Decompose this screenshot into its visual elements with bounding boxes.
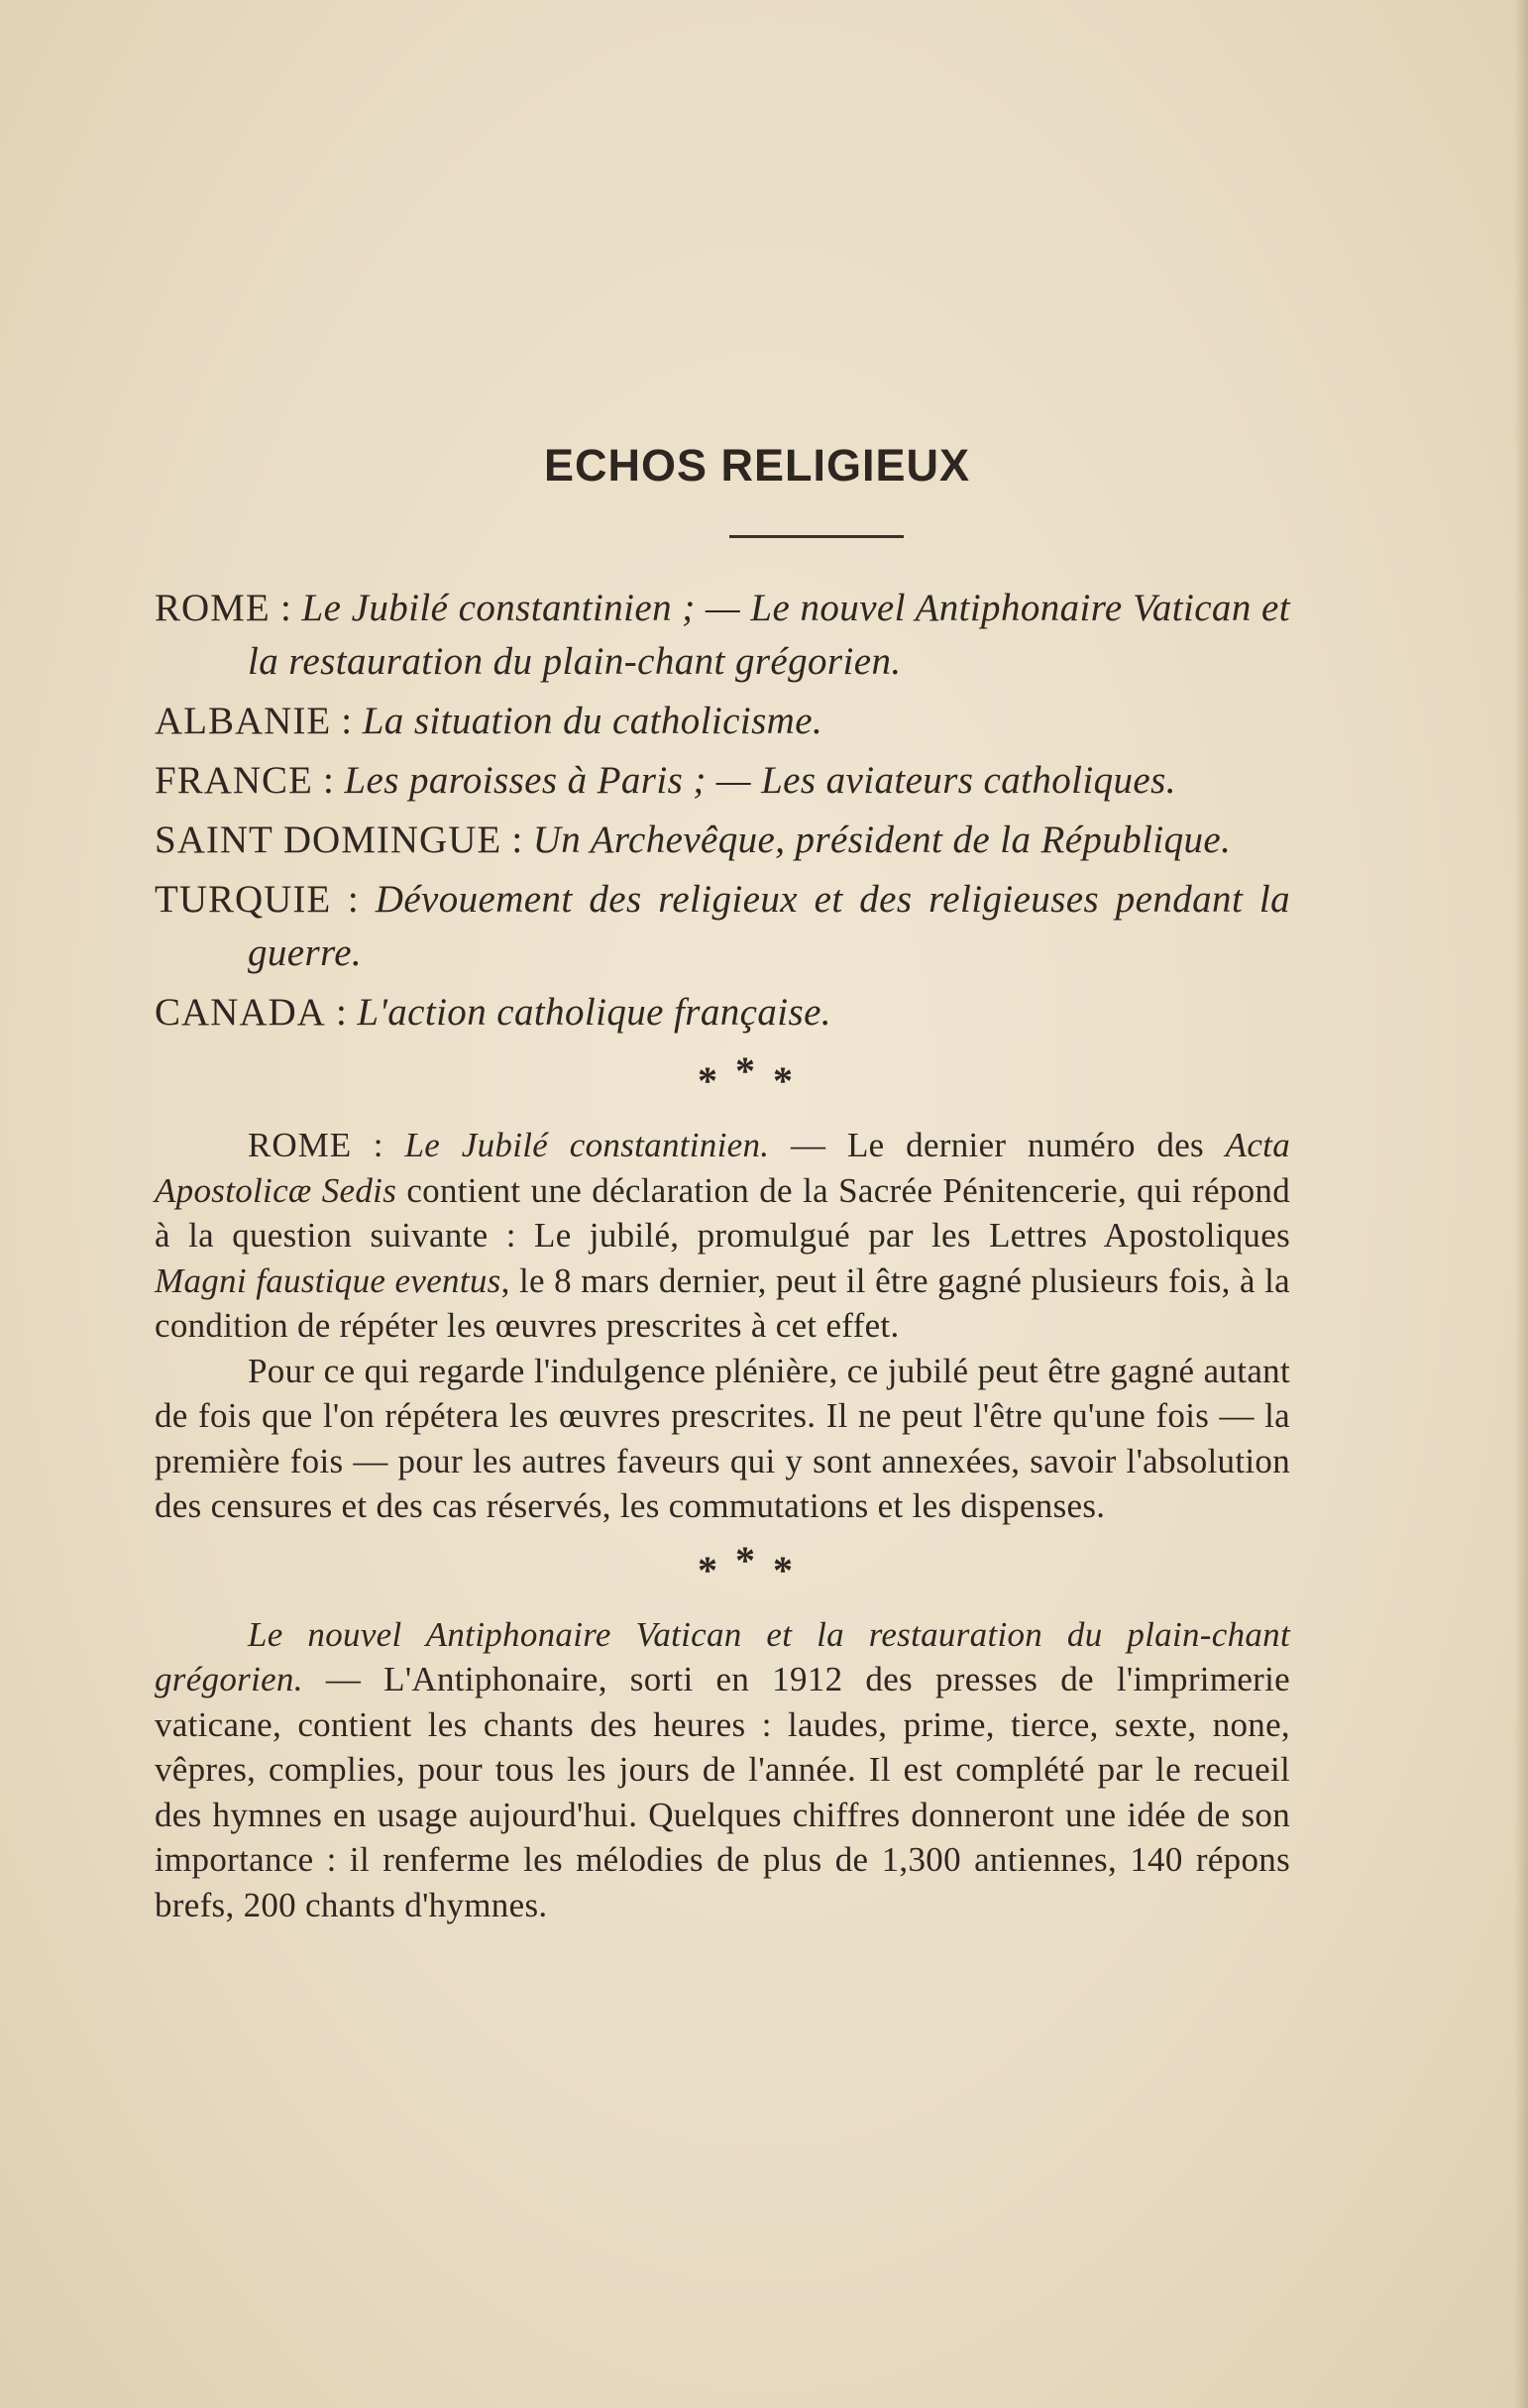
paragraph-text: — L'Antiphonaire, sorti en 1912 des presses de l'imprimerie vaticane, contient les chants des heures : laudes, prime, tierce, sexte, none, vêpres, complies, pour tous les jours de l'année. Il est complété par le recueil des hymnes en usage aujourd'hui. Quelques chiffres donneront une idée de son importance : il renferme les mélodies de plus de 1,300 antiennes, 140 répons brefs, 200 chants d'hymnes. xyxy=(155,1660,1290,1924)
source-title: Acta Apostolicæ Sedis xyxy=(155,1126,1290,1210)
paragraph xyxy=(155,1612,1290,1928)
summary-separator: : xyxy=(331,878,376,921)
paragraph-text: — Le dernier numéro des xyxy=(769,1126,1226,1164)
summary-entry-canada xyxy=(155,986,1290,1040)
summary-country: ROME xyxy=(155,587,271,629)
summary-entry-rome xyxy=(155,582,1290,689)
summary-country: TURQUIE xyxy=(155,878,332,921)
section-antiphonaire xyxy=(155,1612,1290,1928)
section-heading: Le Jubilé constantinien. xyxy=(404,1126,770,1164)
section-separator: * * * xyxy=(698,1537,797,1592)
summary-topic: La situation du catholicisme. xyxy=(362,700,823,742)
summary-topic: Le Jubilé constantinien ; — Le nouvel Antiphonaire Vatican et la restauration du plain-chant grégorien. xyxy=(248,587,1290,683)
page-title: ECHOS RELIGIEUX xyxy=(543,440,971,491)
page-edge-shadow xyxy=(1514,0,1528,2408)
summary-country: CANADA xyxy=(155,991,326,1034)
summary-list xyxy=(155,582,1290,1040)
paragraph: Pour ce qui regarde l'indulgence plénière, ce jubilé peut être gagné autant de fois que l'on répétera les œuvres prescrites. Il ne peut l'être qu'une fois — la première fois — pour les autres faveurs qui y sont annexées, savoir l'absolution des censures et des cas réservés, les commutations et les dispenses. xyxy=(155,1351,1290,1525)
summary-entry-albanie xyxy=(155,695,1290,748)
summary-separator: : xyxy=(312,759,345,802)
section-rome-jubile xyxy=(155,1123,1290,1529)
summary-country: ALBANIE xyxy=(155,700,332,742)
paragraph-text: , le 8 mars dernier, peut il être gagné plusieurs fois, à la condition de répéter les œuvres prescrites à cet effet. xyxy=(155,1260,1290,1345)
summary-separator: : xyxy=(270,587,302,629)
paragraph xyxy=(155,1123,1290,1349)
summary-topic: Un Archevêque, président de la République. xyxy=(532,819,1232,861)
summary-entry-saint-domingue xyxy=(155,814,1290,867)
letter-title: Magni faustique eventus xyxy=(155,1260,501,1300)
summary-entry-france xyxy=(155,754,1290,808)
section-country: ROME xyxy=(248,1126,353,1164)
summary-country: FRANCE xyxy=(155,759,313,802)
section-heading: Le nouvel Antiphonaire Vatican et la restauration du plain-chant grégorien. xyxy=(155,1614,1290,1698)
summary-entry-turquie xyxy=(155,873,1290,980)
section-separator-colon: : xyxy=(352,1126,405,1164)
summary-topic: L'action catholique française. xyxy=(357,991,831,1034)
summary-separator: : xyxy=(501,819,533,861)
summary-topic: Dévouement des religieux et des religieuses pendant la guerre. xyxy=(248,878,1290,974)
text-column xyxy=(155,436,1290,1927)
summary-topic: Les paroisses à Paris ; — Les aviateurs catholiques. xyxy=(344,759,1176,802)
paragraph-text: contient une déclaration de la Sacrée Pénitencerie, qui répond à la question suivante : Le jubilé, promulgué par les Lettres Apostoliques xyxy=(155,1170,1290,1255)
summary-separator: : xyxy=(331,700,363,742)
summary-country: SAINT DOMINGUE xyxy=(155,819,502,861)
title-rule xyxy=(729,535,904,538)
summary-separator: : xyxy=(325,991,358,1034)
section-separator: * * * xyxy=(698,1048,797,1103)
